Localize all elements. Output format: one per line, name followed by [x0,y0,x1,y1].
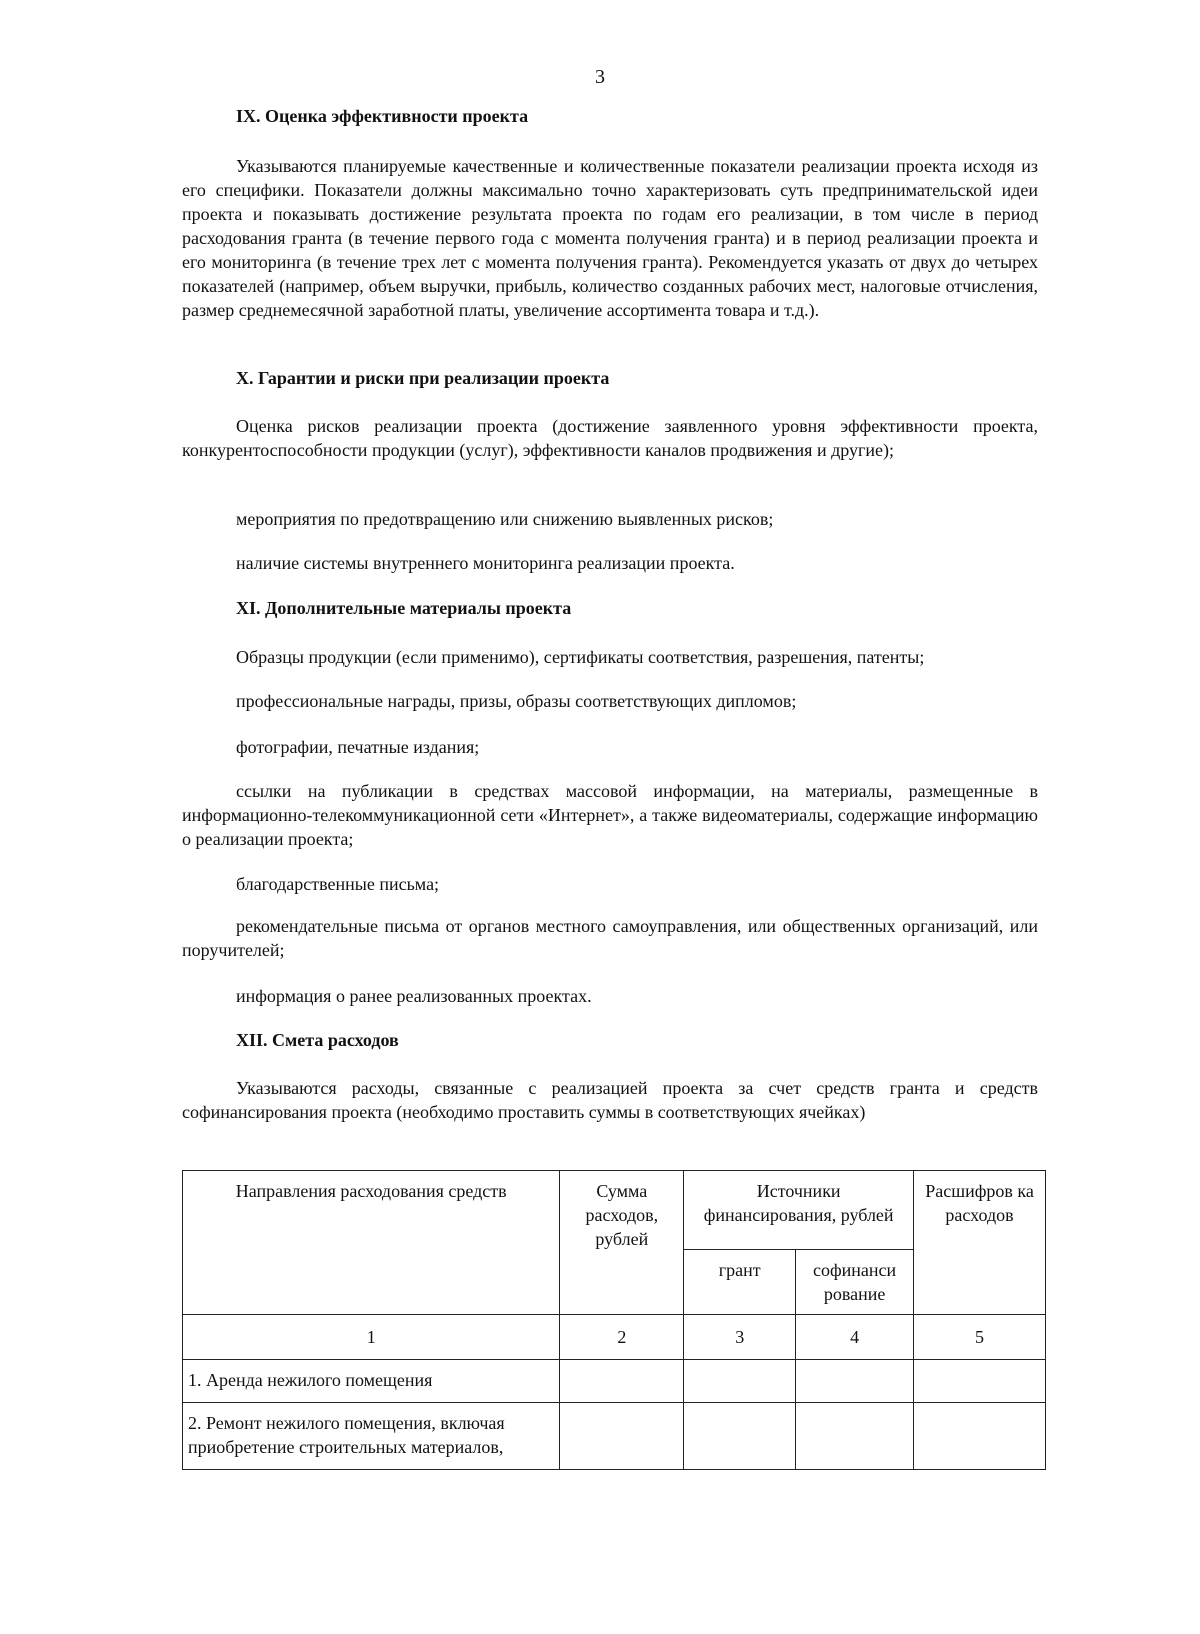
expense-row-label: 1. Аренда нежилого помещения [183,1360,560,1403]
section-9-paragraph: Указываются планируемые качественные и количественные показатели реализации проекта исходя из его специфики. Показатели должны максимально точно характеризовать суть предпринимательской идеи проекта и показывать достижение результата проекта по годам его реализации, в том числе в период расходования гранта (в течение первого года с момента получения гранта) и в период реализации проекта и его мониторинга (в течение трех лет с момента получения гранта). Рекомендуется указать от двух до четырех показателей (например, объем выручки, прибыль, количество созданных рабочих мест, налоговые отчисления, размер среднемесячной заработной платы, увеличение ассортимента товара и т.д.). [182,156,1038,320]
table-cell [560,1360,684,1403]
section-12-paragraph: Указываются расходы, связанные с реализацией проекта за счет средств гранта и средств софинансирования проекта (необходимо проставить суммы в соответствующих ячейках) [182,1078,1038,1122]
section-11-item-7: информация о ранее реализованных проектах. [236,986,592,1006]
section-11-item-2: профессиональные награды, призы, образы соответствующих дипломов; [236,691,797,711]
column-number: 3 [684,1315,796,1360]
section-10-item-1: мероприятия по предотвращению или снижению выявленных рисков; [236,509,774,529]
section-10-heading: X. Гарантии и риски при реализации проекта [236,368,610,388]
header-grant: грант [684,1250,796,1315]
header-directions: Направления расходования средств [183,1171,560,1315]
table-cell [684,1360,796,1403]
column-number: 2 [560,1315,684,1360]
section-12-heading: XII. Смета расходов [236,1030,399,1050]
section-11-item-5: благодарственные письма; [236,874,440,894]
table-cell [914,1403,1046,1470]
column-number: 4 [796,1315,914,1360]
section-11-item-6: рекомендательные письма от органов местного самоуправления, или общественных организаций, или поручителей; [182,916,1038,960]
section-11-heading: XI. Дополнительные материалы проекта [236,598,572,618]
table-cell [796,1403,914,1470]
section-11-item-1: Образцы продукции (если применимо), сертификаты соответствия, разрешения, патенты; [236,647,925,667]
header-cofinancing: софинанси рование [796,1250,914,1315]
page-number: 3 [595,66,605,88]
header-breakdown: Расшифров ка расходов [914,1171,1046,1315]
expense-row-label: 2. Ремонт нежилого помещения, включая приобретение строительных материалов, [183,1403,560,1470]
section-10-item-2: наличие системы внутреннего мониторинга реализации проекта. [236,553,735,573]
column-number: 5 [914,1315,1046,1360]
table-cell [796,1360,914,1403]
section-9-heading: IX. Оценка эффективности проекта [236,106,529,126]
header-sum: Сумма расходов, рублей [560,1171,684,1315]
section-11-item-4: ссылки на публикации в средствах массовой информации, на материалы, размещенные в информационно-телекоммуникационной сети «Интернет», а также видеоматериалы, содержащие информацию о реализации проекта; [182,781,1038,849]
header-sources: Источники финансирования, рублей [684,1171,914,1250]
section-11-item-3: фотографии, печатные издания; [236,737,480,757]
table-cell [684,1403,796,1470]
expense-table [182,1170,1046,1470]
table-cell [560,1403,684,1470]
table-cell [914,1360,1046,1403]
column-number: 1 [183,1315,560,1360]
section-10-paragraph: Оценка рисков реализации проекта (достижение заявленного уровня эффективности проекта, конкурентоспособности продукции (услуг), эффективности каналов продвижения и другие); [182,416,1038,460]
